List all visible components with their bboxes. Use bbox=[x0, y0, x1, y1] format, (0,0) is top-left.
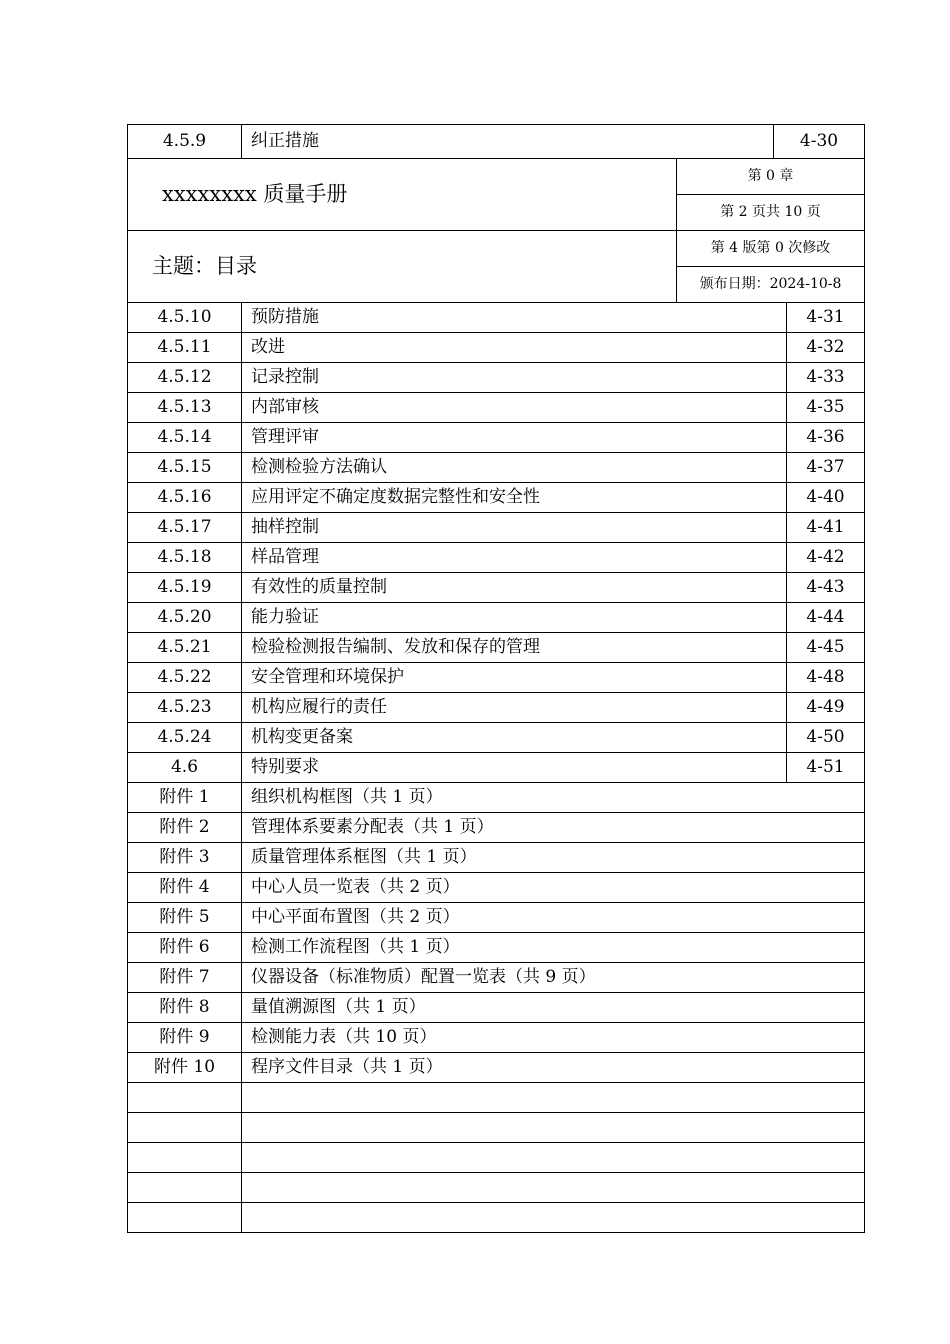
toc-page: 4-41 bbox=[787, 513, 865, 543]
toc-number: 4.5.10 bbox=[128, 303, 242, 333]
toc-page: 4-35 bbox=[787, 393, 865, 423]
table-row bbox=[128, 513, 865, 543]
toc-page: 4-31 bbox=[787, 303, 865, 333]
blank-cell bbox=[242, 1203, 865, 1233]
blank-cell bbox=[128, 1143, 242, 1173]
appendix-number: 附件 3 bbox=[128, 843, 242, 873]
table-row bbox=[128, 125, 865, 159]
toc-page: 4-49 bbox=[787, 693, 865, 723]
toc-title: 管理评审 bbox=[242, 423, 787, 453]
blank-cell bbox=[242, 1083, 865, 1113]
subject-title: 主题：目录 bbox=[128, 231, 677, 303]
toc-title: 抽样控制 bbox=[242, 513, 787, 543]
table-row bbox=[128, 543, 865, 573]
manual-title: xxxxxxxx 质量手册 bbox=[128, 159, 677, 231]
toc-number: 4.5.11 bbox=[128, 333, 242, 363]
appendix-title: 检测工作流程图（共 1 页） bbox=[242, 933, 865, 963]
appendix-number: 附件 10 bbox=[128, 1053, 242, 1083]
toc-number: 4.5.14 bbox=[128, 423, 242, 453]
table-row bbox=[128, 873, 865, 903]
table-row bbox=[128, 963, 865, 993]
toc-title: 预防措施 bbox=[242, 303, 787, 333]
appendix-title: 检测能力表（共 10 页） bbox=[242, 1023, 865, 1053]
document-header bbox=[127, 158, 865, 303]
blank-row bbox=[128, 1203, 865, 1233]
appendix-title: 仪器设备（标准物质）配置一览表（共 9 页） bbox=[242, 963, 865, 993]
blank-cell bbox=[128, 1173, 242, 1203]
toc-title: 机构变更备案 bbox=[242, 723, 787, 753]
page-count: 第 2 页共 10 页 bbox=[677, 195, 865, 231]
table-row bbox=[128, 303, 865, 333]
table-row bbox=[128, 933, 865, 963]
appendix-number: 附件 8 bbox=[128, 993, 242, 1023]
toc-page: 4-40 bbox=[787, 483, 865, 513]
toc-number: 4.6 bbox=[128, 753, 242, 783]
table-row bbox=[128, 603, 865, 633]
toc-title: 改进 bbox=[242, 333, 787, 363]
appendix-title: 中心平面布置图（共 2 页） bbox=[242, 903, 865, 933]
table-row bbox=[128, 843, 865, 873]
document-page bbox=[127, 124, 865, 1233]
toc-title: 特别要求 bbox=[242, 753, 787, 783]
toc-number: 4.5.13 bbox=[128, 393, 242, 423]
toc-page: 4-43 bbox=[787, 573, 865, 603]
appendix-number: 附件 7 bbox=[128, 963, 242, 993]
appendix-number: 附件 9 bbox=[128, 1023, 242, 1053]
toc-number: 4.5.19 bbox=[128, 573, 242, 603]
blank-cell bbox=[128, 1203, 242, 1233]
toc-page: 4-42 bbox=[787, 543, 865, 573]
blank-cell bbox=[128, 1113, 242, 1143]
toc-number: 4.5.17 bbox=[128, 513, 242, 543]
toc-page: 4-33 bbox=[787, 363, 865, 393]
appendix-number: 附件 6 bbox=[128, 933, 242, 963]
appendix-title: 质量管理体系框图（共 1 页） bbox=[242, 843, 865, 873]
issue-date: 颁布日期：2024-10-8 bbox=[677, 267, 865, 303]
toc-page: 4-36 bbox=[787, 423, 865, 453]
table-row bbox=[128, 993, 865, 1023]
toc-page: 4-30 bbox=[774, 125, 865, 159]
table-row bbox=[128, 393, 865, 423]
toc-page: 4-45 bbox=[787, 633, 865, 663]
toc-page: 4-48 bbox=[787, 663, 865, 693]
blank-cell bbox=[128, 1083, 242, 1113]
toc-title: 内部审核 bbox=[242, 393, 787, 423]
toc-title: 检验检测报告编制、发放和保存的管理 bbox=[242, 633, 787, 663]
toc-title: 能力验证 bbox=[242, 603, 787, 633]
toc-number: 4.5.18 bbox=[128, 543, 242, 573]
toc-title: 应用评定不确定度数据完整性和安全性 bbox=[242, 483, 787, 513]
blank-cell bbox=[242, 1113, 865, 1143]
blank-row bbox=[128, 1173, 865, 1203]
appendix-title: 中心人员一览表（共 2 页） bbox=[242, 873, 865, 903]
toc-title: 安全管理和环境保护 bbox=[242, 663, 787, 693]
toc-number: 4.5.23 bbox=[128, 693, 242, 723]
blank-row bbox=[128, 1083, 865, 1113]
appendix-title: 量值溯源图（共 1 页） bbox=[242, 993, 865, 1023]
appendix-number: 附件 1 bbox=[128, 783, 242, 813]
toc-title: 纠正措施 bbox=[242, 125, 774, 159]
blank-cell bbox=[242, 1173, 865, 1203]
table-row bbox=[128, 813, 865, 843]
appendix-table bbox=[127, 782, 865, 1083]
table-row bbox=[128, 1053, 865, 1083]
toc-title: 有效性的质量控制 bbox=[242, 573, 787, 603]
toc-title: 样品管理 bbox=[242, 543, 787, 573]
table-row bbox=[128, 363, 865, 393]
table-row bbox=[128, 693, 865, 723]
blank-row bbox=[128, 1113, 865, 1143]
appendix-number: 附件 2 bbox=[128, 813, 242, 843]
top-row-table bbox=[127, 124, 865, 159]
toc-title: 机构应履行的责任 bbox=[242, 693, 787, 723]
version-label: 第 4 版第 0 次修改 bbox=[677, 231, 865, 267]
table-row bbox=[128, 573, 865, 603]
toc-number: 4.5.24 bbox=[128, 723, 242, 753]
table-row bbox=[128, 723, 865, 753]
toc-number: 4.5.16 bbox=[128, 483, 242, 513]
toc-title: 检测检验方法确认 bbox=[242, 453, 787, 483]
toc-page: 4-50 bbox=[787, 723, 865, 753]
blank-row bbox=[128, 1143, 865, 1173]
toc-table bbox=[127, 302, 865, 783]
appendix-title: 管理体系要素分配表（共 1 页） bbox=[242, 813, 865, 843]
toc-page: 4-32 bbox=[787, 333, 865, 363]
blank-cell bbox=[242, 1143, 865, 1173]
chapter-label: 第 0 章 bbox=[677, 159, 865, 195]
toc-page: 4-51 bbox=[787, 753, 865, 783]
table-row bbox=[128, 483, 865, 513]
appendix-number: 附件 5 bbox=[128, 903, 242, 933]
table-row bbox=[128, 333, 865, 363]
table-row bbox=[128, 903, 865, 933]
table-row bbox=[128, 453, 865, 483]
toc-number: 4.5.15 bbox=[128, 453, 242, 483]
table-row bbox=[128, 423, 865, 453]
toc-page: 4-37 bbox=[787, 453, 865, 483]
appendix-title: 程序文件目录（共 1 页） bbox=[242, 1053, 865, 1083]
appendix-number: 附件 4 bbox=[128, 873, 242, 903]
toc-number: 4.5.20 bbox=[128, 603, 242, 633]
table-row bbox=[128, 633, 865, 663]
table-row bbox=[128, 753, 865, 783]
toc-title: 记录控制 bbox=[242, 363, 787, 393]
table-row bbox=[128, 783, 865, 813]
toc-page: 4-44 bbox=[787, 603, 865, 633]
blank-rows-table bbox=[127, 1082, 865, 1233]
toc-number: 4.5.22 bbox=[128, 663, 242, 693]
appendix-title: 组织机构框图（共 1 页） bbox=[242, 783, 865, 813]
toc-number: 4.5.21 bbox=[128, 633, 242, 663]
table-row bbox=[128, 663, 865, 693]
toc-number: 4.5.9 bbox=[128, 125, 242, 159]
table-row bbox=[128, 1023, 865, 1053]
toc-number: 4.5.12 bbox=[128, 363, 242, 393]
